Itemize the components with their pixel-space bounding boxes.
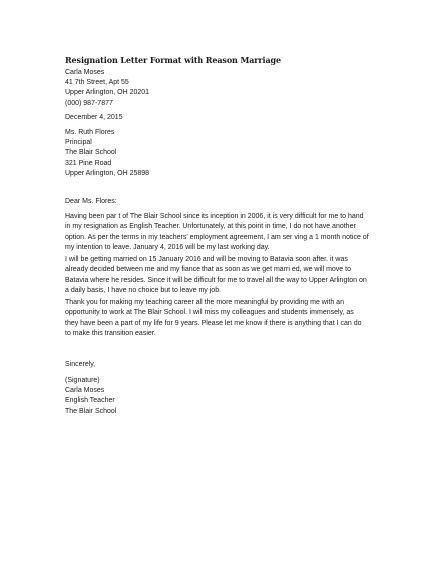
paragraph-line: my intention to leave. January 4, 2016 will be my last working day. [65,244,270,252]
paragraph-1 [65,212,405,254]
paragraph-line: opportunity to work at The Blair School. I will miss my colleagues and students immensely, as [65,309,354,317]
signature-position: English Teacher [65,397,115,405]
recipient-city: Upper Arlington, OH 25898 [65,169,150,177]
sender-phone: (000) 987-7877 [65,99,113,107]
sender-city: Upper Arlington, OH 20201 [65,89,150,97]
sender-address [65,68,149,109]
letter-date: December 4, 2015 [65,114,123,121]
closing: Sincerely, [65,361,96,368]
paragraph-line: already decided between me and my fiance that as soon as we get marri ed, we will move to [65,266,351,274]
sender-street: 41 7th Street, Apt 55 [65,79,129,87]
paragraph-line: Batavia where he resides. Since it will be difficult for me to travel all the way to Upper Arlington on [65,276,367,284]
signature-block [65,376,116,417]
paragraph-line: they have been a part of my life for 9 years. Please let me know if there is anything that I can do [65,319,362,327]
signature-placeholder: (Signature) [65,377,100,384]
paragraph-line: a daily basis, I have no choice but to leave my job. [65,287,222,295]
closing-block [65,360,95,370]
paragraph-2 [65,255,405,297]
document-title: Resignation Letter Format with Reason Marriage [65,55,282,65]
recipient-address [65,128,149,179]
recipient-organization: The Blair School [65,149,117,157]
paragraph-line: Having been par t of The Blair School since its inception in 2006, it is very difficult for me to hand [65,213,364,220]
paragraph-line: to make this transition easier. [65,330,156,338]
paragraph-line: option. As per the terms in my teachers' employment agreement, I am ser ving a 1 month notice of [65,233,369,241]
letter-date-block [65,113,123,123]
signature-name: Carla Moses [65,387,105,395]
paragraph-line: Thank you for making my teaching career all the more meaningful by providing me with an [65,299,344,306]
signature-organization: The Blair School [65,407,117,415]
recipient-title: Principal [65,139,92,147]
sender-name: Carla Moses [65,69,105,76]
salutation-block [65,197,117,207]
paragraph-line: in my resignation as English Teacher. Unfortunately, at this point in time, I do not have another [65,223,356,231]
paragraph-line: I will be getting married on 15 January 2016 and will be moving to Batavia soon after. it was [65,256,348,263]
recipient-street: 321 Pine Road [65,159,112,167]
recipient-name: Ms. Ruth Flores [65,129,115,136]
salutation: Dear Ms. Flores: [65,198,117,205]
paragraph-3 [65,298,405,340]
